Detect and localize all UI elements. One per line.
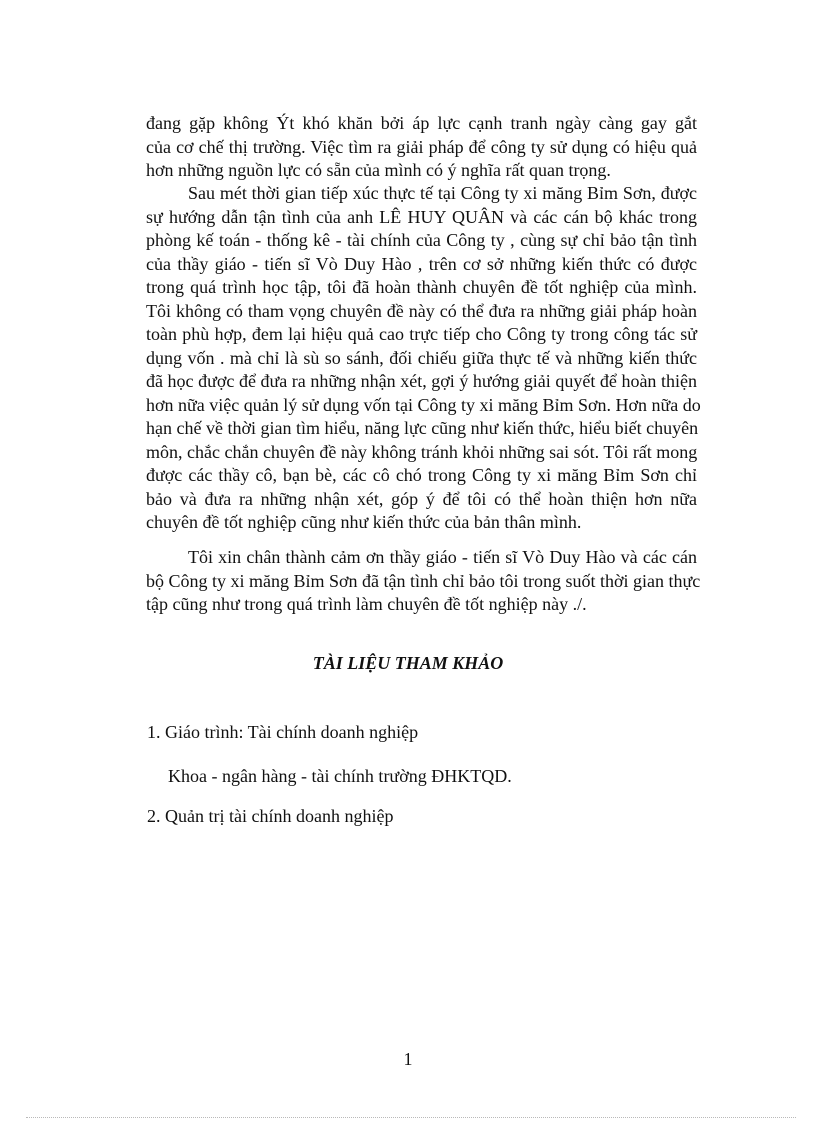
paragraph-line: bảo và đưa ra những nhận xét, góp ý để tôi có thể hoàn thiện hơn nữa	[146, 488, 697, 509]
body-paragraph-2	[146, 182, 701, 535]
paragraph-line: Tôi không có tham vọng chuyên đề này có thể đưa ra những giải pháp hoàn	[146, 300, 697, 321]
paragraph-line: hạn chế về thời gian tìm hiểu, năng lực cũng như kiến thức, hiểu biết chuyên	[146, 418, 699, 438]
paragraph-line: môn, chắc chắn chuyên đề này không tránh khỏi những sai sót. Tôi rất mong	[146, 441, 698, 462]
paragraph-line: của cơ chế thị trường. Việc tìm ra giải pháp để công ty sử dụng có hiệu quả	[146, 136, 697, 157]
paragraph-line: sự hướng dẫn tận tình của anh LÊ HUY QUÂN và các cán bộ khác trong	[146, 206, 697, 227]
paragraph-line: đã học được để đưa ra những nhận xét, gợi ý hướng giải quyết để hoàn thiện	[146, 371, 697, 391]
page-bottom-border	[26, 1117, 796, 1118]
paragraph-line: hơn những nguồn lực có sẵn của mình có ý nghĩa rất quan trọng.	[146, 160, 611, 180]
paragraph-line: được các thầy cô, bạn bè, các cô chó trong Công ty xi măng Bỉm Sơn chỉ	[146, 465, 697, 485]
paragraph-line: chuyên đề tốt nghiệp cũng như kiến thức của bản thân mình.	[146, 512, 582, 532]
body-paragraph-3	[146, 546, 701, 617]
body-paragraph-1	[146, 112, 697, 183]
paragraph-line: bộ Công ty xi măng Bỉm Sơn đã tận tình chỉ bảo tôi trong suốt thời gian thực	[146, 570, 701, 591]
reference-item-1: 1. Giáo trình: Tài chính doanh nghiệp	[147, 722, 419, 742]
reference-item-2: 2. Quản trị tài chính doanh nghiệp	[147, 806, 394, 826]
paragraph-line: phòng kế toán - thống kê - tài chính của Công ty , cùng sự chỉ bảo tận tình	[146, 230, 697, 250]
references-heading: TÀI LIỆU THAM KHẢO	[312, 653, 504, 673]
paragraph-line: dụng vốn . mà chỉ là sù so sánh, đối chiếu giữa thực tế và những kiến thức	[146, 347, 697, 368]
paragraph-line: của thầy giáo - tiến sĩ Vò Duy Hào , trên cơ sở những kiến thức có được	[146, 253, 697, 274]
paragraph-line: Sau mét thời gian tiếp xúc thực tế tại Công ty xi măng Bỉm Sơn, được	[188, 183, 697, 203]
paragraph-line: tập cũng như trong quá trình làm chuyên đề tốt nghiệp này ./.	[146, 594, 587, 614]
paragraph-line: Tôi xin chân thành cảm ơn thầy giáo - tiến sĩ Vò Duy Hào và các cán	[188, 547, 697, 567]
paragraph-line: trong quá trình học tập, tôi đã hoàn thành chuyên đề tốt nghiệp của mình.	[146, 277, 697, 297]
paragraph-line: đang gặp không Ýt khó khăn bởi áp lực cạnh tranh ngày càng gay gắt	[146, 113, 697, 133]
paragraph-line: toàn phù hợp, đem lại hiệu quả cao trực tiếp cho Công ty trong công tác sử	[146, 324, 697, 344]
paragraph-line: hơn nữa việc quản lý sử dụng vốn tại Công ty xi măng Bỉm Sơn. Hơn nữa do	[146, 394, 701, 415]
page-number: 1	[403, 1049, 413, 1069]
reference-item-1-detail: Khoa - ngân hàng - tài chính trường ĐHKTQD.	[168, 766, 512, 786]
